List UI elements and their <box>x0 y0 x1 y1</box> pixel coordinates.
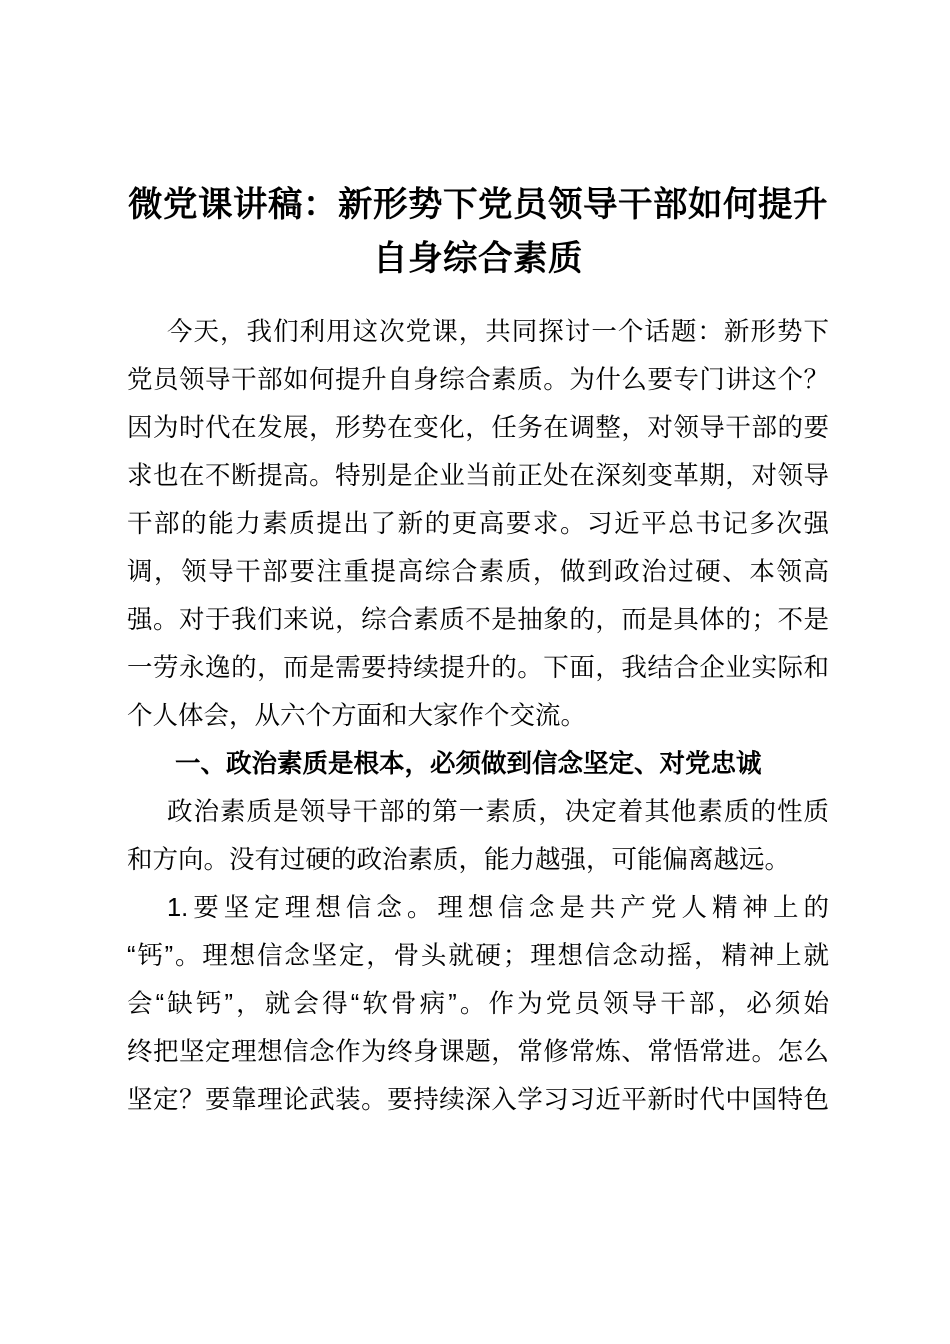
text-line: “钙”。理想信念坚定，骨头就硬；理想信念动摇，精神上就 <box>127 942 829 970</box>
text-line: 1.要坚定理想信念。理想信念是共产党人精神上的 <box>167 894 829 922</box>
paragraph <box>127 308 829 740</box>
text-line: 和方向。没有过硬的政治素质，能力越强，可能偏离越远。 <box>127 846 791 874</box>
text-line: 坚定？要靠理论武装。要持续深入学习习近平新时代中国特色 <box>127 1086 829 1114</box>
title-line: 微党课讲稿：新形势下党员领导干部如何提升 <box>128 186 828 224</box>
text-line: 一、政治素质是根本，必须做到信念坚定、对党忠诚 <box>175 750 762 778</box>
text-line: 党员领导干部如何提升自身综合素质。为什么要专门讲这个？ <box>127 366 829 394</box>
title-line: 自身综合素质 <box>373 240 583 278</box>
text-line: 求也在不断提高。特别是企业当前正处在深刻变革期，对领导 <box>127 462 829 490</box>
paragraph <box>127 788 829 884</box>
text-line: 会“缺钙”，就会得“软骨病”。作为党员领导干部，必须始 <box>127 990 829 1018</box>
text-line: 一劳永逸的，而是需要持续提升的。下面，我结合企业实际和 <box>127 654 829 682</box>
text-line: 个人体会，从六个方面和大家作个交流。 <box>127 702 587 730</box>
text-line: 今天，我们利用这次党课，共同探讨一个话题：新形势下 <box>167 318 829 346</box>
document-content <box>127 178 829 1124</box>
section-heading <box>127 740 829 788</box>
paragraph <box>127 884 829 1124</box>
text-line: 干部的能力素质提出了新的更高要求。习近平总书记多次强 <box>127 510 829 538</box>
text-line: 因为时代在发展，形势在变化，任务在调整，对领导干部的要 <box>127 414 829 442</box>
text-line: 政治素质是领导干部的第一素质，决定着其他素质的性质 <box>167 798 829 826</box>
text-line: 强。对于我们来说，综合素质不是抽象的，而是具体的；不是 <box>127 606 829 634</box>
document-title <box>127 178 829 286</box>
text-line: 调，领导干部要注重提高综合素质，做到政治过硬、本领高 <box>127 558 829 586</box>
text-line: 终把坚定理想信念作为终身课题，常修常炼、常悟常进。怎么 <box>127 1038 829 1066</box>
